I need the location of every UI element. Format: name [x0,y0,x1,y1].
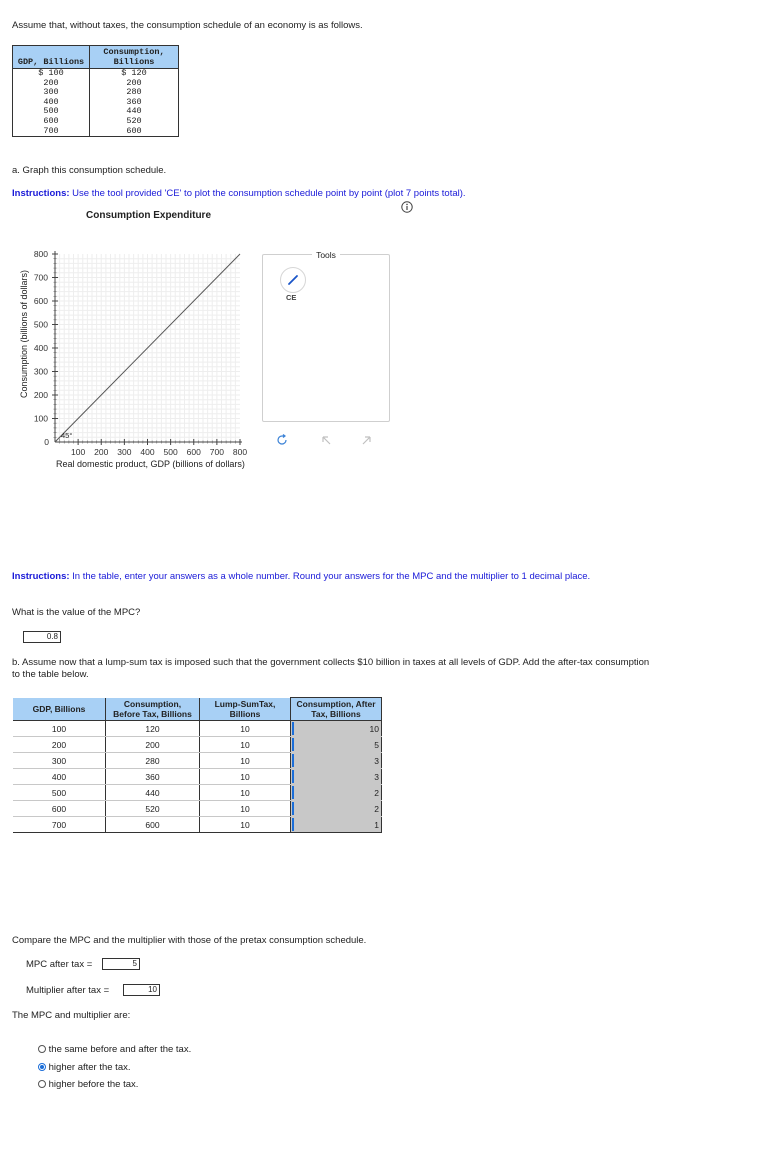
table1-row [13,69,179,79]
table1-gdp-cell: 300 [13,88,90,98]
part-a-instructions [12,188,466,199]
table2-tax-cell: 10 [200,753,291,769]
table1-consumption-cell: 280 [90,88,179,98]
table1-gdp-cell: 600 [13,117,90,127]
intro-text: Assume that, without taxes, the consumption schedule of an economy is as follows. [12,20,363,31]
mpc-question: What is the value of the MPC? [12,607,141,618]
mpc-input[interactable]: 0.8 [23,631,61,643]
table1-header-gdp: GDP, Billions [13,46,90,69]
table2-gdp-cell: 700 [13,817,106,833]
multiplier-after-input[interactable]: 10 [123,984,160,996]
y-tick-label: 200 [33,390,48,400]
table2-after-tax-input[interactable] [291,753,382,769]
angle-label: 45° [61,431,73,440]
y-tick-label: 700 [33,272,48,283]
table2-after-tax-input[interactable] [291,817,382,833]
info-icon[interactable] [401,201,413,213]
y-tick-label: 100 [33,413,48,424]
mpc-after-input[interactable]: 5 [102,958,140,970]
table2-after-tax-input[interactable] [291,737,382,753]
radio-same[interactable] [38,1045,46,1053]
chart-y-label: Consumption (billions of dollars) [19,269,29,399]
table2-before-tax-cell: 120 [106,721,200,737]
table2-tax-cell: 10 [200,769,291,785]
option-same-label: the same before and after the tax. [48,1044,192,1055]
table2-gdp-cell: 100 [13,721,106,737]
table2-gdp-cell: 600 [13,801,106,817]
table2-row [13,737,382,753]
x-tick-label: 300 [117,447,132,457]
table1-row [13,88,179,98]
table1-gdp-cell: 400 [13,98,90,108]
part-b-text: b. Assume now that a lump-sum tax is imposed such that the government collects $10 billion in taxes at all levels of GDP. Add the after-tax consumption to the table below. [12,657,650,680]
table1-header-consumption-line2: Billions [113,57,155,67]
table2-after-tax-input[interactable] [291,721,382,737]
table2-row [13,721,382,737]
instructions2-text: In the table, enter your answers as a whole number. Round your answers for the MPC and the multiplier to 1 decimal place. [69,571,591,582]
ce-tool-label: CE [286,293,297,302]
table1-row [13,127,179,137]
table2-before-tax-cell: 360 [106,769,200,785]
consumption-chart[interactable] [20,245,270,460]
table2-header-tax [200,698,291,721]
option-higher-after-label: higher after the tax. [48,1062,131,1073]
option-higher-before-label: higher before the tax. [48,1079,139,1090]
radio-higher-after[interactable] [38,1063,46,1071]
table1-consumption-cell: 520 [90,117,179,127]
option-higher-after[interactable] [38,1062,131,1073]
table2-after-tax-input[interactable] [291,785,382,801]
y-tick-label: 300 [33,366,48,377]
x-tick-label: 500 [163,447,178,457]
table1-consumption-cell: 360 [90,98,179,108]
y-tick-label: 400 [33,343,48,353]
reset-icon[interactable] [276,434,288,449]
option-same[interactable] [38,1044,191,1055]
table2-after-tax-value: 2 [374,803,379,814]
redo-icon[interactable] [361,434,375,449]
x-tick-label: 100 [71,447,86,457]
table2-before-tax-cell: 600 [106,817,200,833]
x-tick-label: 200 [94,447,109,457]
y-tick-label: 500 [33,319,48,330]
table2-before-tax-cell: 520 [106,801,200,817]
table1-gdp-cell: 500 [13,107,90,117]
input-cursor-marker [292,770,380,783]
instructions-text: Use the tool provided 'CE' to plot the consumption schedule point by point (plot 7 points total). [69,188,466,199]
x-tick-label: 800 [232,447,248,457]
table1-consumption-cell: 200 [90,79,179,89]
table2-after-tax-input[interactable] [291,801,382,817]
table2-after-tax-value: 3 [374,771,379,782]
after-tax-table [13,697,382,833]
consumption-schedule-table [12,45,179,137]
table2-tax-cell: 10 [200,801,291,817]
multiplier-after-label: Multiplier after tax = [26,985,110,996]
ce-tool-button[interactable] [280,267,306,293]
table2-after-tax-value: 1 [374,819,379,830]
table2-header-consumption-before [106,698,200,721]
table2-after-tax-value: 5 [374,739,379,750]
table2-gdp-cell: 200 [13,737,106,753]
table2-gdp-cell: 400 [13,769,106,785]
table2-after-tax-value: 10 [369,723,379,734]
table2-header3-line1: Lump-SumTax, [214,698,276,709]
table2-header4-line2: Tax, Billions [311,709,361,719]
table1-gdp-cell: 200 [13,79,90,89]
table2-row [13,769,382,785]
table2-tax-cell: 10 [200,721,291,737]
table2-header-consumption-after [291,698,382,721]
table2-row [13,785,382,801]
chart-x-label: Real domestic product, GDP (billions of dollars) [56,459,245,469]
table1-consumption-cell: 440 [90,107,179,117]
pencil-icon [281,268,305,292]
part-a-question: a. Graph this consumption schedule. [12,165,167,176]
table2-header2-line2: Before Tax, Billions [113,708,192,719]
table1-consumption-cell: $ 120 [90,69,179,79]
table2-before-tax-cell: 280 [106,753,200,769]
input-cursor-marker [292,754,380,767]
x-tick-label: 400 [140,447,155,457]
table2-row [13,801,382,817]
instructions-label: Instructions: [12,188,70,199]
table-instructions [12,571,632,583]
input-cursor-marker [292,818,380,831]
instructions2-label: Instructions: [12,571,70,582]
y-tick-label: 800 [33,249,48,259]
mpc-after-label: MPC after tax = [26,959,93,970]
table2-header3-line2: Billions [229,708,261,719]
table2-header2-line1: Consumption, [123,698,182,709]
table1-consumption-cell: 600 [90,127,179,137]
table2-header4-line1: Consumption, After [296,699,376,709]
table2-row [13,753,382,769]
table1-row [13,98,179,108]
table2-after-tax-value: 3 [374,755,379,766]
table1-header-consumption-line1: Consumption, [103,47,165,57]
table2-before-tax-cell: 200 [106,737,200,753]
table2-tax-cell: 10 [200,737,291,753]
table1-row [13,117,179,127]
table1-row [13,107,179,117]
input-cursor-marker [292,722,380,735]
x-tick-label: 600 [186,447,201,457]
table2-after-tax-input[interactable] [291,769,382,785]
tools-title: Tools [312,250,340,260]
option-higher-before[interactable] [38,1079,138,1090]
chart-title: Consumption Expenditure [86,210,211,221]
origin-label: 0 [44,437,49,447]
table1-gdp-cell: 700 [13,127,90,137]
table2-gdp-cell: 500 [13,785,106,801]
input-cursor-marker [292,802,380,815]
input-cursor-marker [292,738,380,751]
table2-tax-cell: 10 [200,817,291,833]
table2-row [13,817,382,833]
table1-header-consumption [90,46,179,69]
table2-before-tax-cell: 440 [106,785,200,801]
tools-panel [262,250,390,422]
multiplier-question: The MPC and multiplier are: [12,1010,131,1021]
compare-text: Compare the MPC and the multiplier with those of the pretax consumption schedule. [12,935,367,946]
undo-icon[interactable] [318,434,332,449]
y-tick-label: 600 [33,296,48,306]
table1-row [13,79,179,89]
table2-gdp-cell: 300 [13,753,106,769]
table2-header-gdp: GDP, Billions [13,698,106,721]
table2-tax-cell: 10 [200,785,291,801]
table1-gdp-cell: $ 100 [13,69,90,79]
radio-higher-before[interactable] [38,1080,46,1088]
x-tick-label: 700 [209,447,224,457]
table2-after-tax-value: 2 [374,787,379,798]
input-cursor-marker [292,786,380,799]
